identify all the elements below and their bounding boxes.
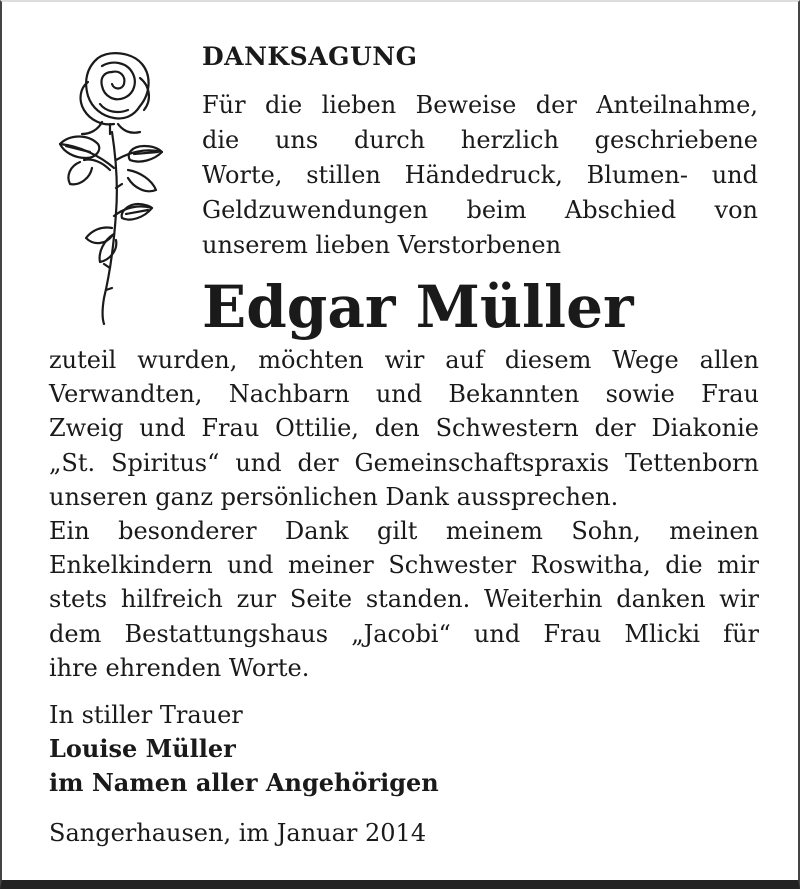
intro-line: Geldzuwendungen beim Abschied von	[202, 196, 758, 224]
body-line: Ein besonderer Dank gilt meinem Sohn, meinen	[49, 517, 759, 546]
body-line: Zweig und Frau Ottilie, den Schwestern der Diakonie	[49, 414, 759, 443]
body-line: Verwandten, Nachbarn und Bekannten sowie Frau	[49, 380, 759, 409]
intro-paragraph	[202, 88, 758, 263]
thanks-paragraph	[49, 343, 759, 685]
body-line: Enkelkindern und meiner Schwester Roswitha, die mir	[49, 551, 759, 580]
body-line: stets hilfreich zur Seite standen. Weiterhin danken wir	[49, 585, 759, 614]
body-line: zuteil wurden, möchten wir auf diesem Wege allen	[49, 346, 759, 374]
intro-line: Für die lieben Beweise der Anteilnahme,	[202, 91, 758, 119]
notice-heading: DANKSAGUNG	[202, 42, 418, 71]
body-line: ihre ehrenden Worte.	[49, 653, 310, 682]
deceased-name: Edgar Müller	[202, 273, 634, 341]
signer-note: im Namen aller Angehörigen	[49, 768, 439, 797]
rose-icon	[40, 48, 175, 330]
intro-line: unserem lieben Verstorbenen	[202, 231, 562, 259]
place-date: Sangerhausen, im Januar 2014	[49, 819, 427, 847]
body-line: „St. Spiritus“ und der Gemeinschaftspraxis Tettenborn	[49, 448, 759, 477]
signer-name: Louise Müller	[49, 734, 236, 763]
intro-line: Worte, stillen Händedruck, Blumen- und	[202, 161, 758, 189]
closing-phrase: In stiller Trauer	[49, 701, 243, 729]
body-line: dem Bestattungshaus „Jacobi“ und Frau Mlicki für	[49, 619, 759, 648]
body-line: unseren ganz persönlichen Dank aussprechen.	[49, 482, 619, 511]
intro-line: die uns durch herzlich geschriebene	[202, 126, 758, 154]
closing-block	[49, 698, 649, 800]
